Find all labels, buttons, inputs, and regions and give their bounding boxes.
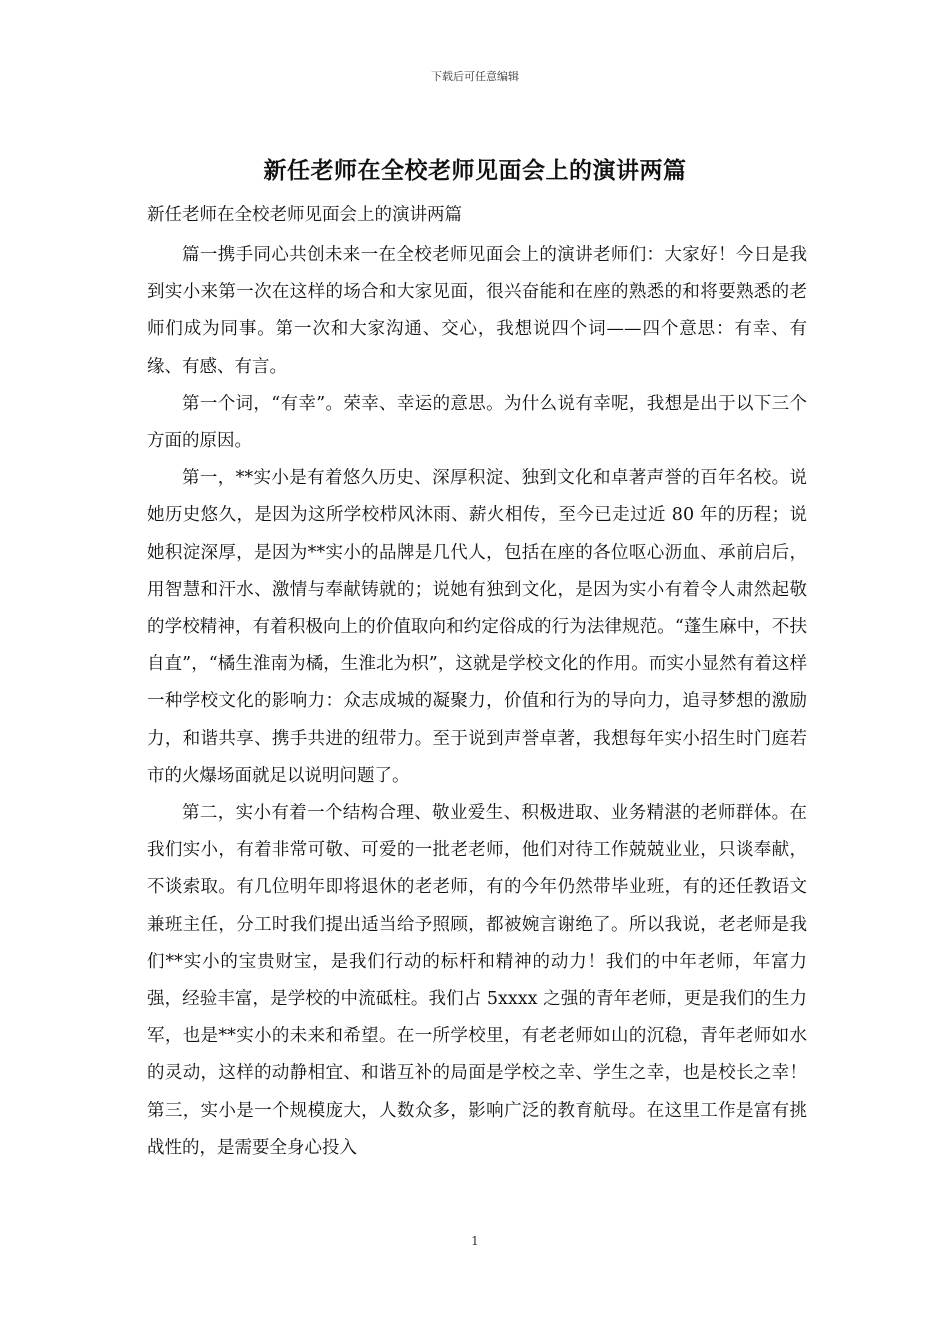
paragraph-1: 篇一携手同心共创未来一在全校老师见面会上的演讲老师们：大家好！今日是我到实小来第一次在这样的场合和大家见面，很兴奋能和在座的熟悉的和将要熟悉的老师们成为同事。第一次和大家沟通、交心，我想说四个词——四个意思：有幸、有缘、有感、有言。 <box>147 245 807 377</box>
page-number: 1 <box>471 1234 479 1248</box>
paragraph-2: 第一个词，“有幸”。荣幸、幸运的意思。为什么说有幸呢，我想是出于以下三个方面的原因。 <box>147 393 807 452</box>
document-title: 新任老师在全校老师见面会上的演讲两篇 <box>263 157 687 184</box>
paragraph-4: 第二，实小有着一个结构合理、敬业爱生、积极进取、业务精湛的老师群体。在我们实小，有着非常可敬、可爱的一批老老师，他们对待工作兢兢业业，只谈奉献，不谈索取。有几位明年即将退休的老老师，有的今年仍然带毕业班，有的还任教语文兼班主任，分工时我们提出适当给予照顾，都被婉言谢绝了。所以我说，老老师是我们**实小的宝贵财宝，是我们行动的标杆和精神的动力！我们的中年老师，年富力强，经验丰富，是学校的中流砥柱。我们占 5xxxx 之强的青年老师，更是我们的生力军，也是**实小的未来和希望。在一所学校里，有老老师如山的沉稳，青年老师如水的灵动，这样的动静相宜、和谐互补的局面是学校之幸、学生之幸，也是校长之幸！第三，实小是一个规模庞大，人数众多，影响广泛的教育航母。在这里工作是富有挑战性的，是需要全身心投入 <box>147 803 807 1158</box>
paragraph-3: 第一，**实小是有着悠久历史、深厚积淀、独到文化和卓著声誉的百年名校。说她历史悠久，是因为这所学校栉风沐雨、薪火相传，至今已走过近 80 年的历程；说她积淀深厚，是因为**实小的品牌是几代人，包括在座的各位呕心沥血、承前启后，用智慧和汗水、激情与奉献铸就的；说她有独到文化，是因为实小有着令人肃然起敬的学校精神，有着积极向上的价值取向和约定俗成的行为法律规范。“蓬生麻中，不扶自直”，“橘生淮南为橘，生淮北为枳”，这就是学校文化的作用。而实小显然有着这样一种学校文化的影响力：众志成城的凝聚力，价值和行为的导向力，追寻梦想的激励力，和谐共享、携手共进的纽带力。至于说到声誉卓著，我想每年实小招生时门庭若市的火爆场面就足以说明问题了。 <box>147 468 807 786</box>
document-subtitle: 新任老师在全校老师见面会上的演讲两篇 <box>147 205 462 225</box>
header-note: 下载后可任意编辑 <box>431 70 519 83</box>
document-body <box>147 237 807 1167</box>
